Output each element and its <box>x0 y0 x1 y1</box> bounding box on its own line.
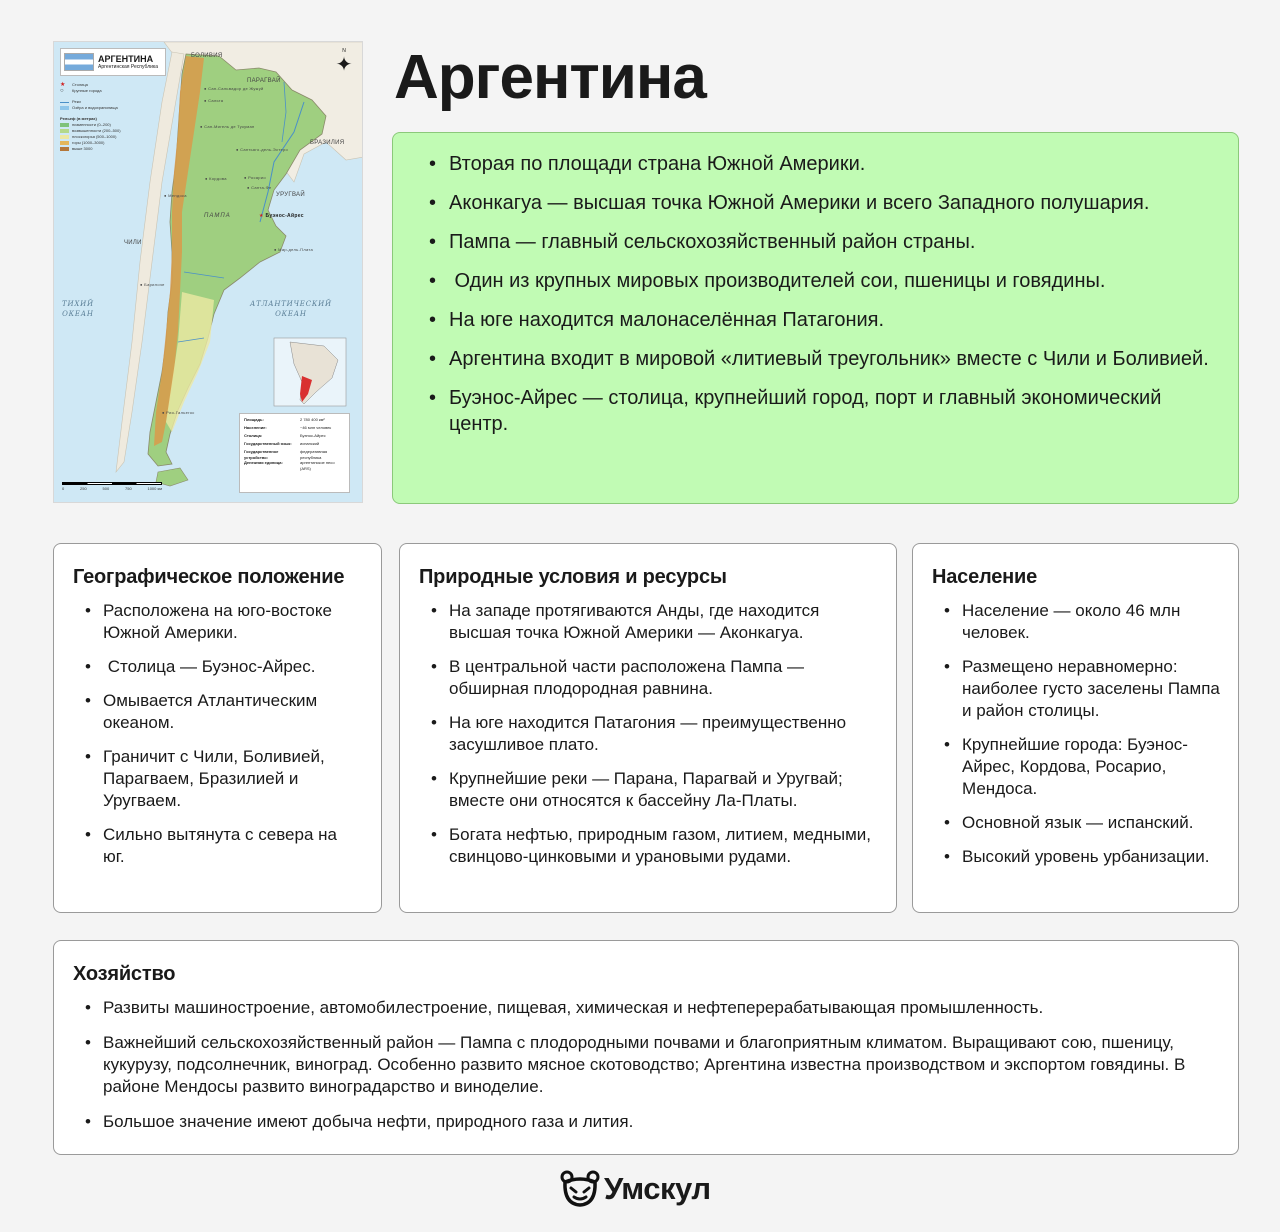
info-row: Столица: Буэнос-Айрес <box>244 433 326 438</box>
legend-relief-1: возвышенности (200–500) <box>60 128 138 134</box>
city-rio-gallegos: ● Рио-Гальегос <box>162 410 195 415</box>
city-cordoba: ● Кордова <box>205 176 227 181</box>
legend-relief-2: плоскогорья (500–1000) <box>60 134 138 140</box>
info-row: Население: ~46 млн человек <box>244 425 332 430</box>
list-item: • Население — около 46 млн человек. <box>944 600 1220 644</box>
nature-card <box>399 543 897 913</box>
city-mar-del-plata: ● Мар-дель-Плата <box>274 247 314 252</box>
legend-relief-title: Рельеф (в метрах) <box>60 116 97 121</box>
argentina-flag <box>64 53 94 71</box>
key-facts-list <box>429 151 1214 437</box>
relief-swatch <box>60 147 69 151</box>
map-subtitle: Аргентинская Республика <box>98 63 158 70</box>
city-san-salvador: ● Сан-Сальвадор де Жужуй <box>204 86 264 91</box>
argentina-map <box>53 41 363 503</box>
list-item: • Столица — Буэнос-Айрес. <box>85 656 363 678</box>
circle-icon: ○ <box>60 88 64 94</box>
economy-list <box>73 997 1220 1133</box>
compass-icon: ✦ <box>335 54 353 76</box>
map-scale-bar: 0 250 500 750 1000 км <box>62 482 162 491</box>
population-list <box>932 600 1220 868</box>
fact-item: • Один из крупных мировых производителей сои, пшеницы и говядины. <box>429 268 1214 294</box>
nature-list <box>419 600 878 868</box>
relief-swatch <box>60 141 69 145</box>
bear-logo-icon <box>560 1170 600 1208</box>
geography-card <box>53 543 382 913</box>
list-item: • Сильно вытянута с севера на юг. <box>85 824 363 868</box>
list-item: • На западе протягиваются Анды, где находится высшая точка Южной Америки — Аконкагуа. <box>431 600 878 644</box>
label-chile: ЧИЛИ <box>124 240 142 246</box>
city-santa-fe: ● Санта-Фе <box>247 185 272 190</box>
capital-star-icon: ★ <box>259 213 264 219</box>
economy-card <box>53 940 1239 1155</box>
legend-relief-0: низменности (0–200) <box>60 122 138 128</box>
list-item: • Крупнейшие реки — Парана, Парагвай и Уругвай; вместе они относятся к бассейну Ла-Платы. <box>431 768 878 812</box>
legend-rivers: Реки <box>60 99 138 105</box>
label-pacific-ocean: ТИХИЙ ОКЕАН <box>62 300 94 318</box>
map-legend <box>60 82 138 152</box>
label-uruguay: УРУГВАЙ <box>276 192 305 198</box>
label-atlantic-ocean: АТЛАНТИЧЕСКИЙ ОКЕАН <box>250 300 332 318</box>
list-item: • Основной язык — испанский. <box>944 812 1220 834</box>
relief-swatch <box>60 123 69 127</box>
list-item: • Размещено неравномерно: наиболее густо заселены Пампа и район столицы. <box>944 656 1220 722</box>
city-mendoza: ● Мендоса <box>164 193 187 198</box>
list-item: • На юге находится Патагония — преимущественно засушливое плато. <box>431 712 878 756</box>
list-item: • Расположена на юго-востоке Южной Америки. <box>85 600 363 644</box>
compass-n: N <box>342 48 346 54</box>
city-bariloche: ● Барилоче <box>140 282 165 287</box>
legend-capital: ★ Столица <box>60 82 88 88</box>
label-brazil: БРАЗИЛИЯ <box>310 140 345 146</box>
map-header <box>60 48 166 76</box>
population-title: Население <box>932 566 1038 588</box>
city-buenos-aires: ★ Буэнос-Айрес <box>259 213 304 219</box>
list-item: • Развиты машиностроение, автомобилестроение, пищевая, химическая и нефтеперерабатывающая промышленность. <box>85 997 1220 1019</box>
population-card <box>912 543 1239 913</box>
page-title: Аргентина <box>394 43 706 112</box>
info-row: Денежная единица: аргентинское песо (ARS) <box>244 460 335 471</box>
legend-lakes: Озёра и водохранилища <box>60 105 138 111</box>
relief-swatch <box>60 135 69 139</box>
map-info-box <box>239 413 350 493</box>
label-paraguay: ПАРАГВАЙ <box>247 78 281 84</box>
info-row: Площадь: 2 780 400 км² <box>244 417 325 422</box>
list-item: • Богата нефтью, природным газом, литием, медными, свинцово-цинковыми и урановыми рудами. <box>431 824 878 868</box>
relief-swatch <box>60 129 69 133</box>
legend-relief-4: выше 3000 <box>60 146 138 152</box>
map-title: АРГЕНТИНА <box>98 53 154 64</box>
city-salta: ● Сальта <box>204 98 224 103</box>
key-facts-panel <box>392 132 1239 504</box>
list-item: • В центральной части расположена Пампа — обширная плодородная равнина. <box>431 656 878 700</box>
list-item: • Высокий уровень урбанизации. <box>944 846 1220 868</box>
city-santiago: ● Сантьяго-дель-Эстеро <box>236 147 289 152</box>
label-pampa: ПАМПА <box>204 213 231 219</box>
list-item: • Крупнейшие города: Буэнос-Айрес, Кордова, Росарио, Мендоса. <box>944 734 1220 800</box>
info-row: Государственный язык: испанский <box>244 441 320 446</box>
compass-rose <box>332 48 356 80</box>
river-swatch <box>60 102 69 103</box>
fact-item: • Буэнос-Айрес — столица, крупнейший город, порт и главный экономический центр. <box>429 385 1214 437</box>
legend-cities: ○ Крупные города <box>60 88 102 94</box>
info-row: Государственное устройство: федеративная республика <box>244 449 328 460</box>
city-tucuman: ● Сан-Мигель де Тукуман <box>200 124 255 129</box>
lake-swatch <box>60 106 69 110</box>
fact-item: • Аконкагуа — высшая точка Южной Америки и всего Западного полушария. <box>429 190 1214 216</box>
label-bolivia: БОЛИВИЯ <box>191 53 223 59</box>
brand-name: Умскул <box>604 1171 711 1206</box>
brand-logo <box>560 1166 711 1212</box>
fact-item: • На юге находится малонаселённая Патагония. <box>429 307 1214 333</box>
list-item: • Важнейший сельскохозяйственный район — Пампа с плодородными почвами и благоприятным климатом. Выращивают сою, пшеницу, кукурузу, подсолнечник, виноград. Особенно развито мясное скотоводство; Аргентина известна производством и экспортом говядины. В районе Мендосы развито виноградарство и виноделие. <box>85 1032 1220 1098</box>
fact-item: • Вторая по площади страна Южной Америки. <box>429 151 1214 177</box>
list-item: • Омывается Атлантическим океаном. <box>85 690 363 734</box>
city-rosario: ● Росарио <box>244 175 266 180</box>
list-item: • Большое значение имеют добыча нефти, природного газа и лития. <box>85 1111 1220 1133</box>
fact-item: • Аргентина входит в мировой «литиевый треугольник» вместе с Чили и Боливией. <box>429 346 1214 372</box>
star-icon: ★ <box>60 82 66 88</box>
geography-list <box>73 600 363 868</box>
fact-item: • Пампа — главный сельскохозяйственный район страны. <box>429 229 1214 255</box>
legend-relief-3: горы (1000–3000) <box>60 140 138 146</box>
economy-title: Хозяйство <box>73 963 176 985</box>
geography-title: Географическое положение <box>73 566 345 588</box>
nature-title: Природные условия и ресурсы <box>419 566 727 588</box>
list-item: • Граничит с Чили, Боливией, Парагваем, Бразилией и Уругваем. <box>85 746 363 812</box>
